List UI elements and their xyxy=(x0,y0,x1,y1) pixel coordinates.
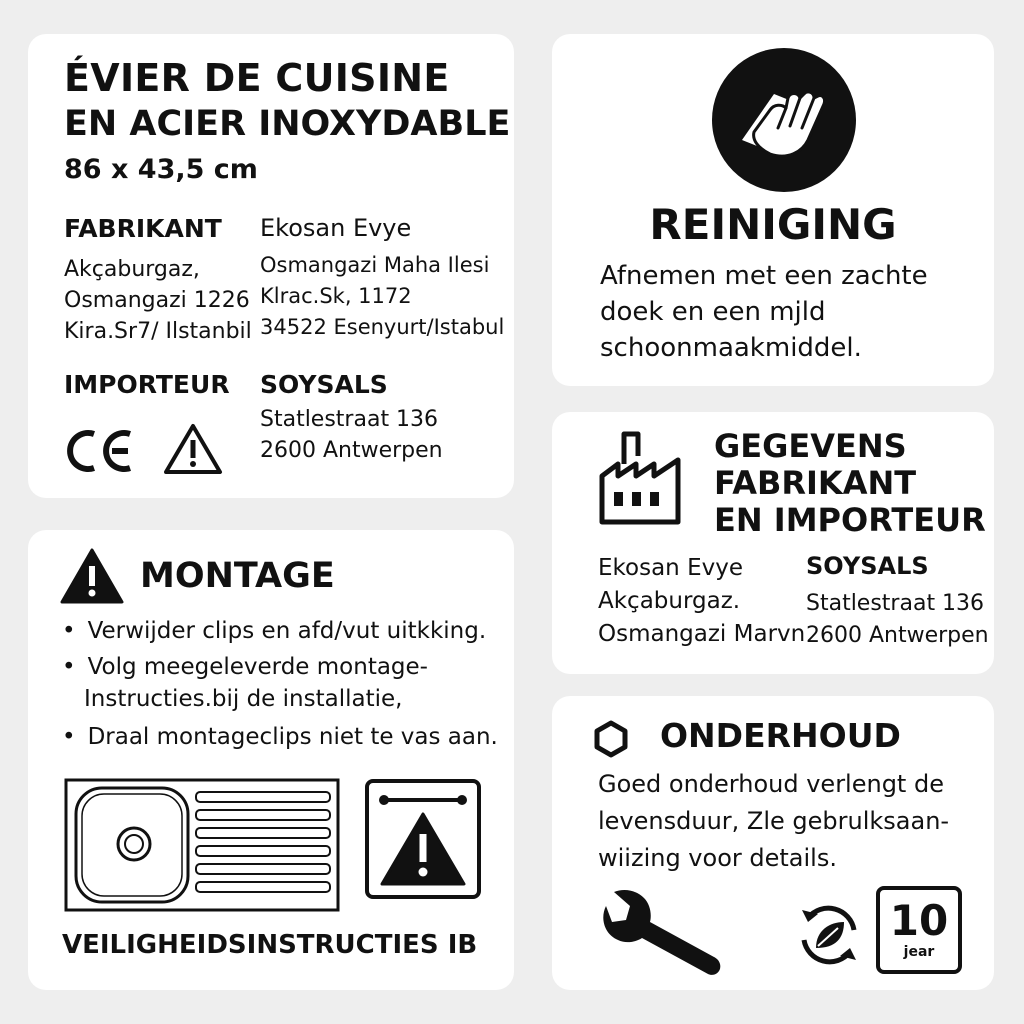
factory-icon xyxy=(598,430,682,526)
cleaning-title: REINIGING xyxy=(649,200,897,249)
safety-instructions-footer: VEILIGHEIDSINSTRUCTIES IB xyxy=(62,930,478,960)
product-title-line1: ÉVIER DE CUISINE xyxy=(64,56,450,100)
ce-mark-icon xyxy=(64,426,136,476)
cleaning-line: schoonmaakmiddel. xyxy=(600,333,862,363)
onderhoud-line: levensduur, Zle gebrulksaan- xyxy=(598,807,950,835)
manufacturer-info-left-line: Akçaburgaz. xyxy=(598,588,741,614)
manufacturer-address2-line: 34522 Esenyurt/Istabul xyxy=(260,315,505,339)
warranty-unit: jear xyxy=(903,944,935,960)
product-card xyxy=(28,34,514,498)
manufacturer-name: Ekosan Evye xyxy=(260,214,412,242)
cleaning-line: Afnemen met een zachte xyxy=(600,261,928,291)
manufacturer-address2-block xyxy=(260,250,504,343)
sink-diagram xyxy=(64,778,340,912)
warning-filled-icon xyxy=(60,548,124,604)
importer-address-line: 2600 Antwerpen xyxy=(260,438,443,463)
eco-cycle-icon xyxy=(796,902,862,968)
warranty-number: 10 xyxy=(889,896,949,945)
manufacturer-info-left-line: Ekosan Evye xyxy=(598,555,743,581)
montage-bullet-continuation: Instructies.bij de installatie, xyxy=(84,686,403,712)
cleaning-card xyxy=(552,34,994,386)
manufacturer-address-line: Kira.Sr7/ Ilstanbil xyxy=(64,319,252,344)
manufacturer-info-title-line: EN IMPORTEUR xyxy=(714,501,986,539)
manufacturer-label: FABRIKANT xyxy=(64,214,222,243)
onderhoud-line: Goed onderhoud verlengt de xyxy=(598,770,944,798)
manufacturer-address-line: Osmangazi 1226 xyxy=(64,288,250,313)
hand-cleaning-icon xyxy=(712,48,856,192)
warranty-badge xyxy=(876,886,962,974)
manufacturer-address2-line: Osmangazi Maha Ilesi xyxy=(260,253,490,277)
tool-warning-icon xyxy=(364,778,482,900)
hexagon-icon xyxy=(594,720,628,758)
manufacturer-info-title-line: GEGEVENS xyxy=(714,427,907,465)
importer-address-block xyxy=(260,404,443,466)
manufacturer-info-left xyxy=(598,552,805,651)
importer-address-line: Statlestraat 136 xyxy=(260,407,439,432)
manufacturer-info-title xyxy=(714,428,986,539)
manufacturer-address-block xyxy=(64,254,252,347)
warning-icon xyxy=(162,422,224,476)
manufacturer-info-right-line: Statlestraat 136 xyxy=(806,591,985,616)
manufacturer-address2-line: Klrac.Sk, 1172 xyxy=(260,284,412,308)
manufacturer-info-right-name: SOYSALS xyxy=(806,552,929,580)
importer-name: SOYSALS xyxy=(260,370,388,399)
onderhoud-card xyxy=(552,696,994,990)
manufacturer-info-left-line: Osmangazi Marvn xyxy=(598,621,806,647)
product-dimensions: 86 x 43,5 cm xyxy=(64,154,258,185)
onderhoud-text xyxy=(598,766,949,877)
onderhoud-title: ONDERHOUD xyxy=(660,716,901,755)
manufacturer-info-title-line: FABRIKANT xyxy=(714,464,917,502)
wrench-icon xyxy=(596,888,726,980)
montage-title: MONTAGE xyxy=(140,556,335,596)
montage-card xyxy=(28,530,514,990)
onderhoud-line: wiizing voor details. xyxy=(598,844,837,872)
montage-bullet: • Verwijder clips en afd/vut uitkking. xyxy=(62,618,486,644)
montage-bullet: • Volg meegeleverde montage- xyxy=(62,654,428,680)
manufacturer-address-line: Akçaburgaz, xyxy=(64,257,200,282)
montage-bullet: • Draal montageclips niet te vas aan. xyxy=(62,724,498,750)
importer-label: IMPORTEUR xyxy=(64,370,230,399)
cleaning-text xyxy=(600,258,928,366)
manufacturer-info-card xyxy=(552,412,994,674)
cleaning-line: doek en een mjld xyxy=(600,297,826,327)
manufacturer-info-right-line: 2600 Antwerpen xyxy=(806,623,989,648)
manufacturer-info-right xyxy=(806,588,989,652)
product-title-line2: EN ACIER INOXYDABLE xyxy=(64,104,511,144)
